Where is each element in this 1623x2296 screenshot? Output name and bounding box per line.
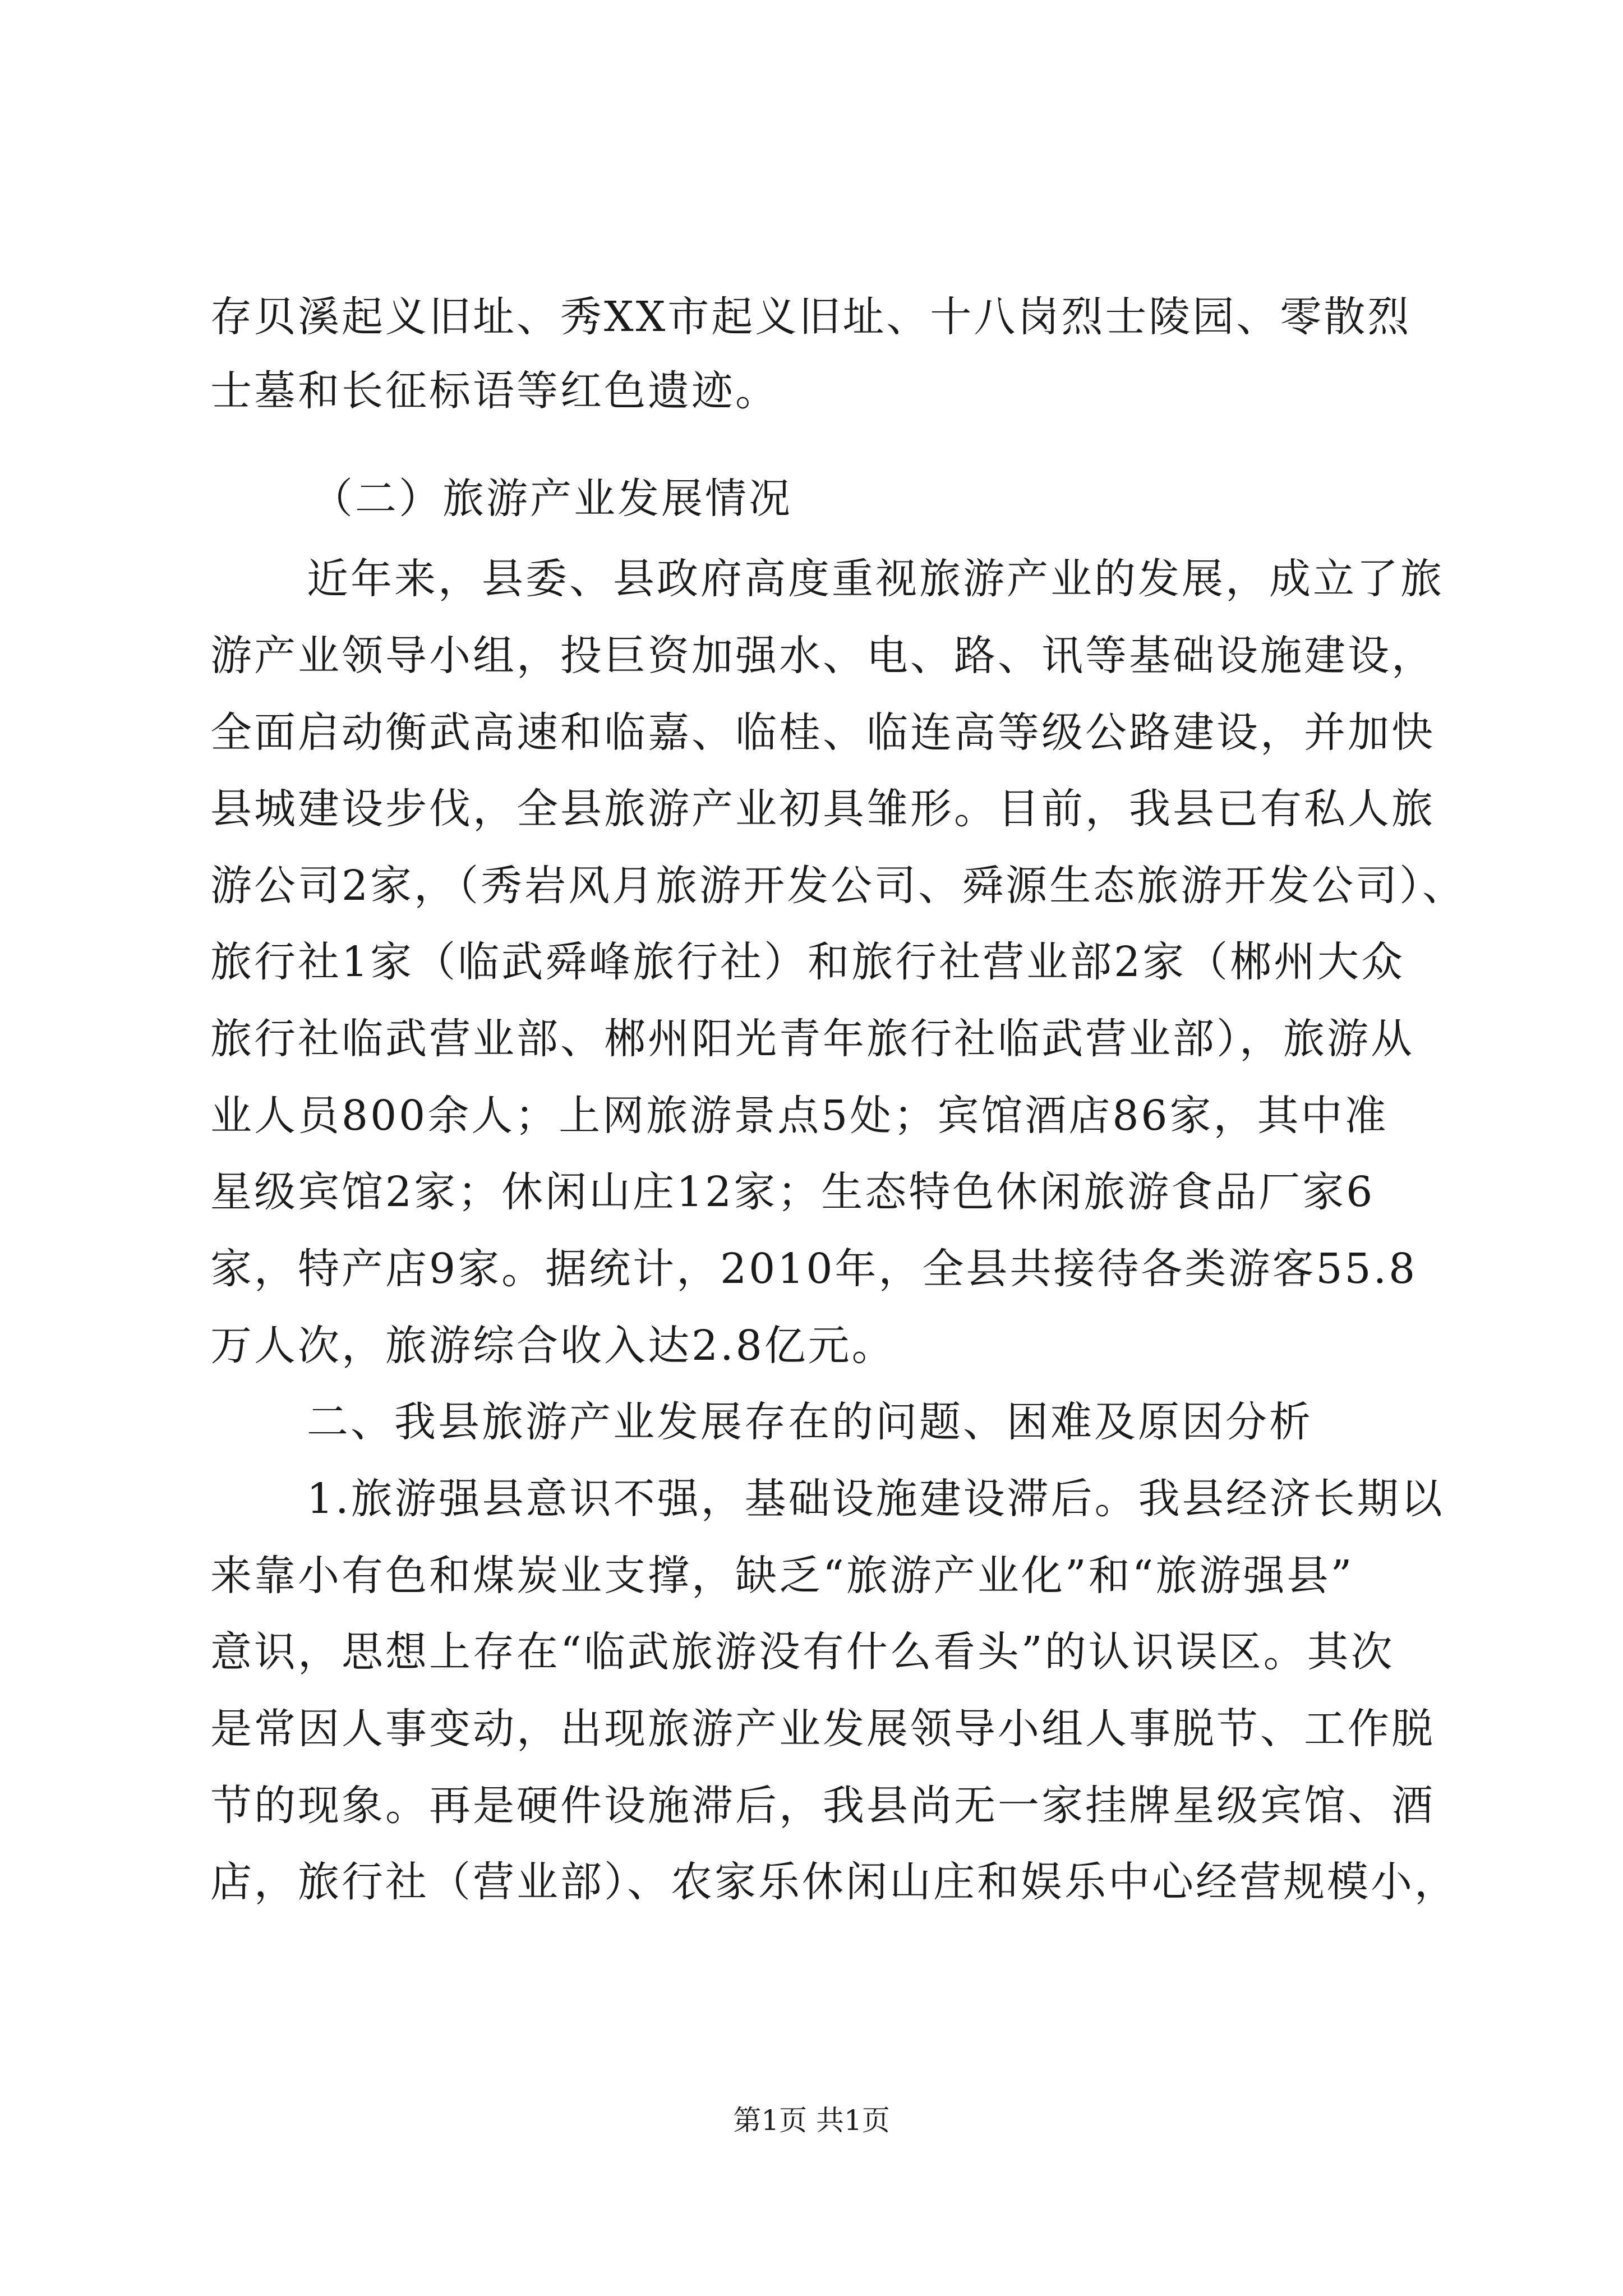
text-line-7: 县城建设步伐，全县旅游产业初具雏形。目前，我县已有私人旅 xyxy=(210,785,1435,833)
text-line-20: 节的现象。再是硬件设施滞后，我县尚无一家挂牌星级宾馆、酒 xyxy=(210,1782,1435,1830)
text-line-4: 近年来，县委、县政府高度重视旅游产业的发展，成立了旅 xyxy=(307,555,1444,603)
text-line-10: 旅行社临武营业部、郴州阳光青年旅行社临武营业部），旅游从 xyxy=(210,1015,1414,1063)
text-line-17: 来靠小有色和煤炭业支撑，缺乏“旅游产业化”和“旅游强县” xyxy=(210,1552,1354,1600)
text-line-1: 存贝溪起义旧址、秀XX市起义旧址、十八岗烈士陵园、零散烈 xyxy=(210,293,1412,341)
page-footer: 第1页 共1页 xyxy=(733,2104,890,2137)
text-line-16: 1.旅游强县意识不强，基础设施建设滞后。我县经济长期以 xyxy=(307,1475,1445,1523)
text-line-9: 旅行社1家（临武舜峰旅行社）和旅行社营业部2家（郴州大众 xyxy=(210,938,1405,986)
text-line-18: 意识，思想上存在“临武旅游没有什么看头”的认识误区。其次 xyxy=(210,1628,1395,1676)
text-line-12: 星级宾馆2家；休闲山庄12家；生态特色休闲旅游食品厂家6 xyxy=(210,1168,1375,1216)
text-line-11: 业人员800余人；上网旅游景点5处；宾馆酒店86家，其中准 xyxy=(210,1092,1389,1140)
text-line-14: 万人次，旅游综合收入达2.8亿元。 xyxy=(210,1322,896,1370)
text-line-8: 游公司2家，（秀岩风月旅游开发公司、舜源生态旅游开发公司）、 xyxy=(210,862,1467,910)
text-line-19: 是常因人事变动，出现旅游产业发展领导小组人事脱节、工作脱 xyxy=(210,1705,1435,1753)
text-line-6: 全面启动衡武高速和临嘉、临桂、临连高等级公路建设，并加快 xyxy=(210,708,1435,757)
text-line-2: 士墓和长征标语等红色遗迹。 xyxy=(210,367,779,415)
text-line-13: 家，特产店9家。据统计，2010年，全县共接待各类游客55.8 xyxy=(210,1245,1418,1293)
section-heading-2: 二、我县旅游产业发展存在的问题、困难及原因分析 xyxy=(307,1398,1313,1446)
section-heading: （二）旅游产业发展情况 xyxy=(311,475,792,523)
text-line-5: 游产业领导小组，投巨资加强水、电、路、讯等基础设施建设， xyxy=(210,632,1435,680)
text-line-21: 店，旅行社（营业部）、农家乐休闲山庄和娱乐中心经营规模小， xyxy=(210,1858,1458,1906)
